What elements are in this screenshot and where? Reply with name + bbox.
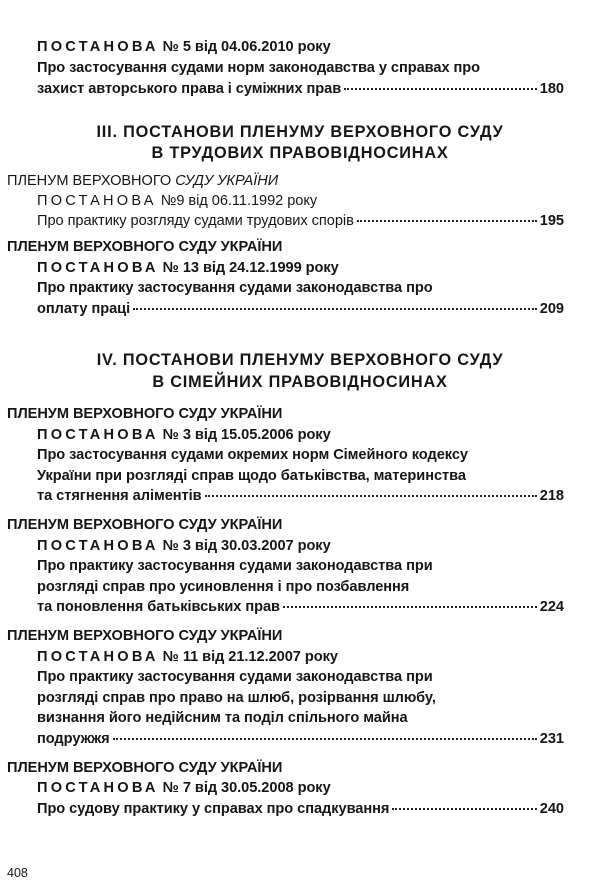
resolution-number: ПОСТАНОВА № 3 від 15.05.2006 року [37, 427, 331, 443]
resolution-number: ПОСТАНОВА № 11 від 21.12.2007 року [37, 649, 338, 665]
dot-leader [357, 220, 537, 222]
resolution-number: ПОСТАНОВА № 7 від 30.05.2008 року [37, 780, 331, 796]
resolution-number: ПОСТАНОВА № 13 від 24.12.1999 року [37, 260, 339, 276]
section-heading-line: IV. ПОСТАНОВИ ПЛЕНУМУ ВЕРХОВНОГО СУДУ [96, 351, 504, 369]
entry-title-line: Про практику застосування судами законодавства при [37, 558, 433, 574]
entry-last-line[interactable] [37, 487, 564, 505]
entry-title-line: Про практику розгляду судами трудових спорів [37, 213, 354, 229]
folio-page-number: 408 [7, 866, 28, 880]
dot-leader [392, 808, 536, 810]
resolution-number: ПОСТАНОВА № 3 від 30.03.2007 року [37, 538, 331, 554]
plenum-heading: ПЛЕНУМ ВЕРХОВНОГО СУДУ УКРАЇНИ [7, 239, 283, 255]
plenum-heading: ПЛЕНУМ ВЕРХОВНОГО СУДУ УКРАЇНИ [7, 760, 283, 776]
entry-last-line[interactable] [37, 598, 564, 616]
dot-leader [283, 606, 537, 608]
entry-title-line: визнання його недійсним та поділ спільного майна [37, 710, 408, 726]
plenum-heading: ПЛЕНУМ ВЕРХОВНОГО СУДУ УКРАЇНИ [7, 406, 283, 422]
entry-title-line: Про застосування судами окремих норм Сімейного кодексу [37, 447, 468, 463]
section-heading-line: ІІІ. ПОСТАНОВИ ПЛЕНУМУ ВЕРХОВНОГО СУДУ [96, 123, 504, 141]
plenum-heading: ПЛЕНУМ ВЕРХОВНОГО СУДУ УКРАЇНИ [7, 173, 279, 189]
entry-last-line[interactable] [37, 80, 564, 98]
entry-title-line: України при розгляді справ щодо батьківства, материнства [37, 468, 466, 484]
entry-last-line[interactable] [37, 212, 564, 230]
entry-title-line: розгляді справ про право на шлюб, розірвання шлюбу, [37, 690, 436, 706]
entry-title-line: Про практику застосування судами законодавства при [37, 669, 433, 685]
dot-leader [133, 308, 537, 310]
section-heading-line: В ТРУДОВИХ ПРАВОВІДНОСИНАХ [151, 144, 449, 162]
plenum-heading: ПЛЕНУМ ВЕРХОВНОГО СУДУ УКРАЇНИ [7, 628, 283, 644]
resolution-number: ПОСТАНОВА № 5 від 04.06.2010 року [37, 39, 331, 55]
entry-title-line: подружжя [37, 731, 110, 747]
dot-leader [113, 738, 537, 740]
page-number: 231 [539, 731, 564, 747]
entry-last-line[interactable] [37, 730, 564, 748]
entry-title-line: Про застосування судами норм законодавства у справах про [37, 60, 481, 76]
page-number: 209 [539, 301, 564, 317]
plenum-heading: ПЛЕНУМ ВЕРХОВНОГО СУДУ УКРАЇНИ [7, 517, 283, 533]
entry-title-line: Про практику застосування судами законодавства про [37, 280, 433, 296]
page-number: 180 [539, 81, 564, 97]
resolution-number: ПОСТАНОВА №9 від 06.11.1992 року [37, 193, 318, 209]
page-number: 218 [539, 488, 564, 504]
entry-title-line: та поновлення батьківських прав [37, 599, 280, 615]
entry-title-line: оплату праці [37, 301, 131, 317]
page-number: 224 [539, 599, 564, 615]
entry-title-line: Про судову практику у справах про спадкування [37, 801, 390, 817]
entry-last-line[interactable] [37, 800, 564, 818]
entry-title-line: захист авторського права і суміжних прав [37, 81, 342, 97]
entry-title-line: та стягнення аліментів [37, 488, 202, 504]
dot-leader [344, 88, 537, 90]
section-heading-line: В СІМЕЙНИХ ПРАВОВІДНОСИНАХ [152, 373, 448, 391]
page-number: 240 [539, 801, 564, 817]
entry-last-line[interactable] [37, 300, 564, 318]
dot-leader [205, 495, 537, 497]
entry-title-line: розгляді справ про усиновлення і про позбавлення [37, 579, 410, 595]
page-number: 195 [539, 213, 564, 229]
